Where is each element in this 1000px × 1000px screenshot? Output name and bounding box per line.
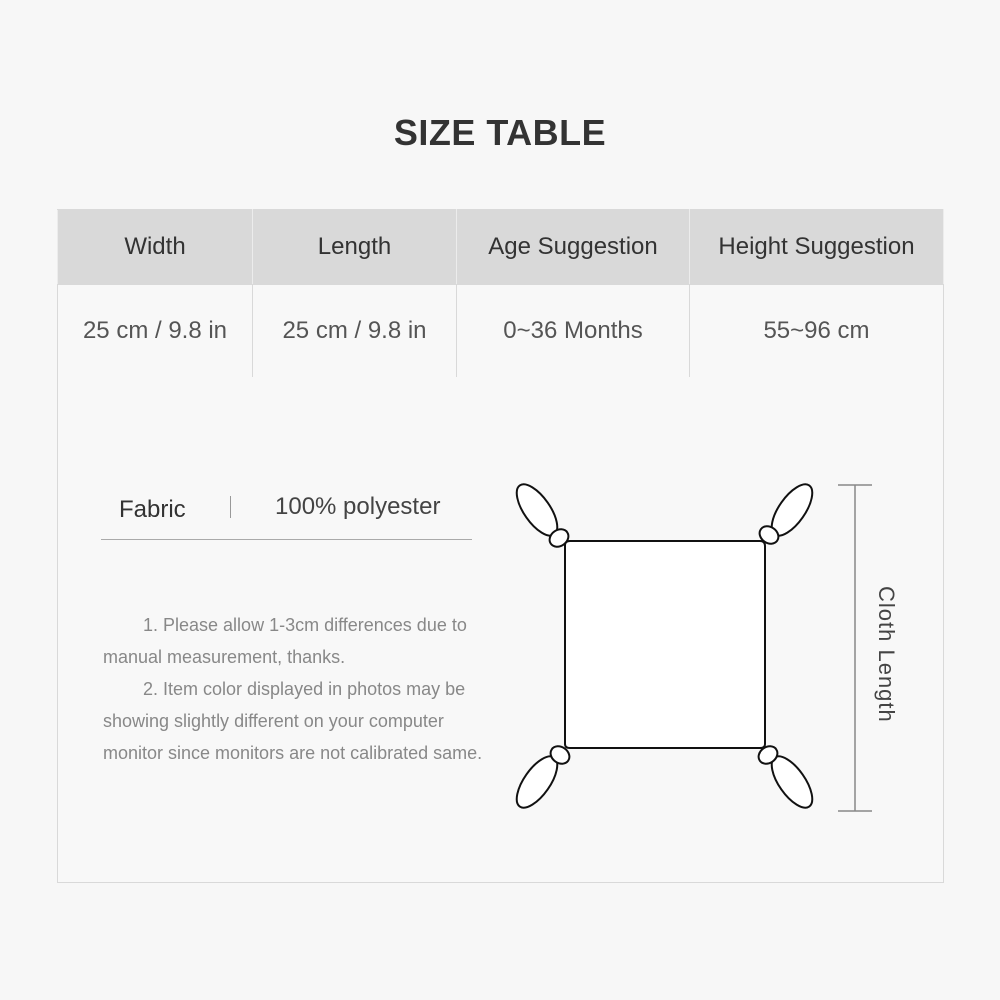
cloth-length-text: Cloth Length	[874, 586, 899, 723]
note-item: 2. Item color displayed in photos may be showing slightly different on your computer monitor since monitors are not calibrated same.	[103, 679, 483, 763]
page-title: SIZE TABLE	[393, 112, 607, 153]
size-table	[57, 209, 944, 378]
cell-height-suggestion: 55~96 cm	[690, 285, 944, 378]
table-header-row	[58, 210, 944, 285]
header-length: Length	[253, 210, 457, 285]
fabric-label: Fabric	[119, 496, 186, 523]
fabric-divider	[230, 496, 231, 518]
cell-width: 25 cm / 9.8 in	[58, 285, 253, 378]
table-row	[58, 285, 944, 378]
header-width: Width	[58, 210, 253, 285]
note-item: 1. Please allow 1-3cm differences due to manual measurement, thanks.	[103, 615, 467, 667]
notes	[103, 609, 493, 769]
cell-length: 25 cm / 9.8 in	[253, 285, 457, 378]
fabric-value: 100% polyester	[275, 493, 441, 520]
cloth-length-label	[873, 586, 923, 736]
header-height-suggestion: Height Suggestion	[690, 210, 944, 285]
fabric-underline	[101, 539, 472, 540]
length-dimension-line	[838, 485, 872, 811]
cloth-body	[565, 541, 765, 748]
header-age-suggestion: Age Suggestion	[457, 210, 690, 285]
cell-age-suggestion: 0~36 Months	[457, 285, 690, 378]
